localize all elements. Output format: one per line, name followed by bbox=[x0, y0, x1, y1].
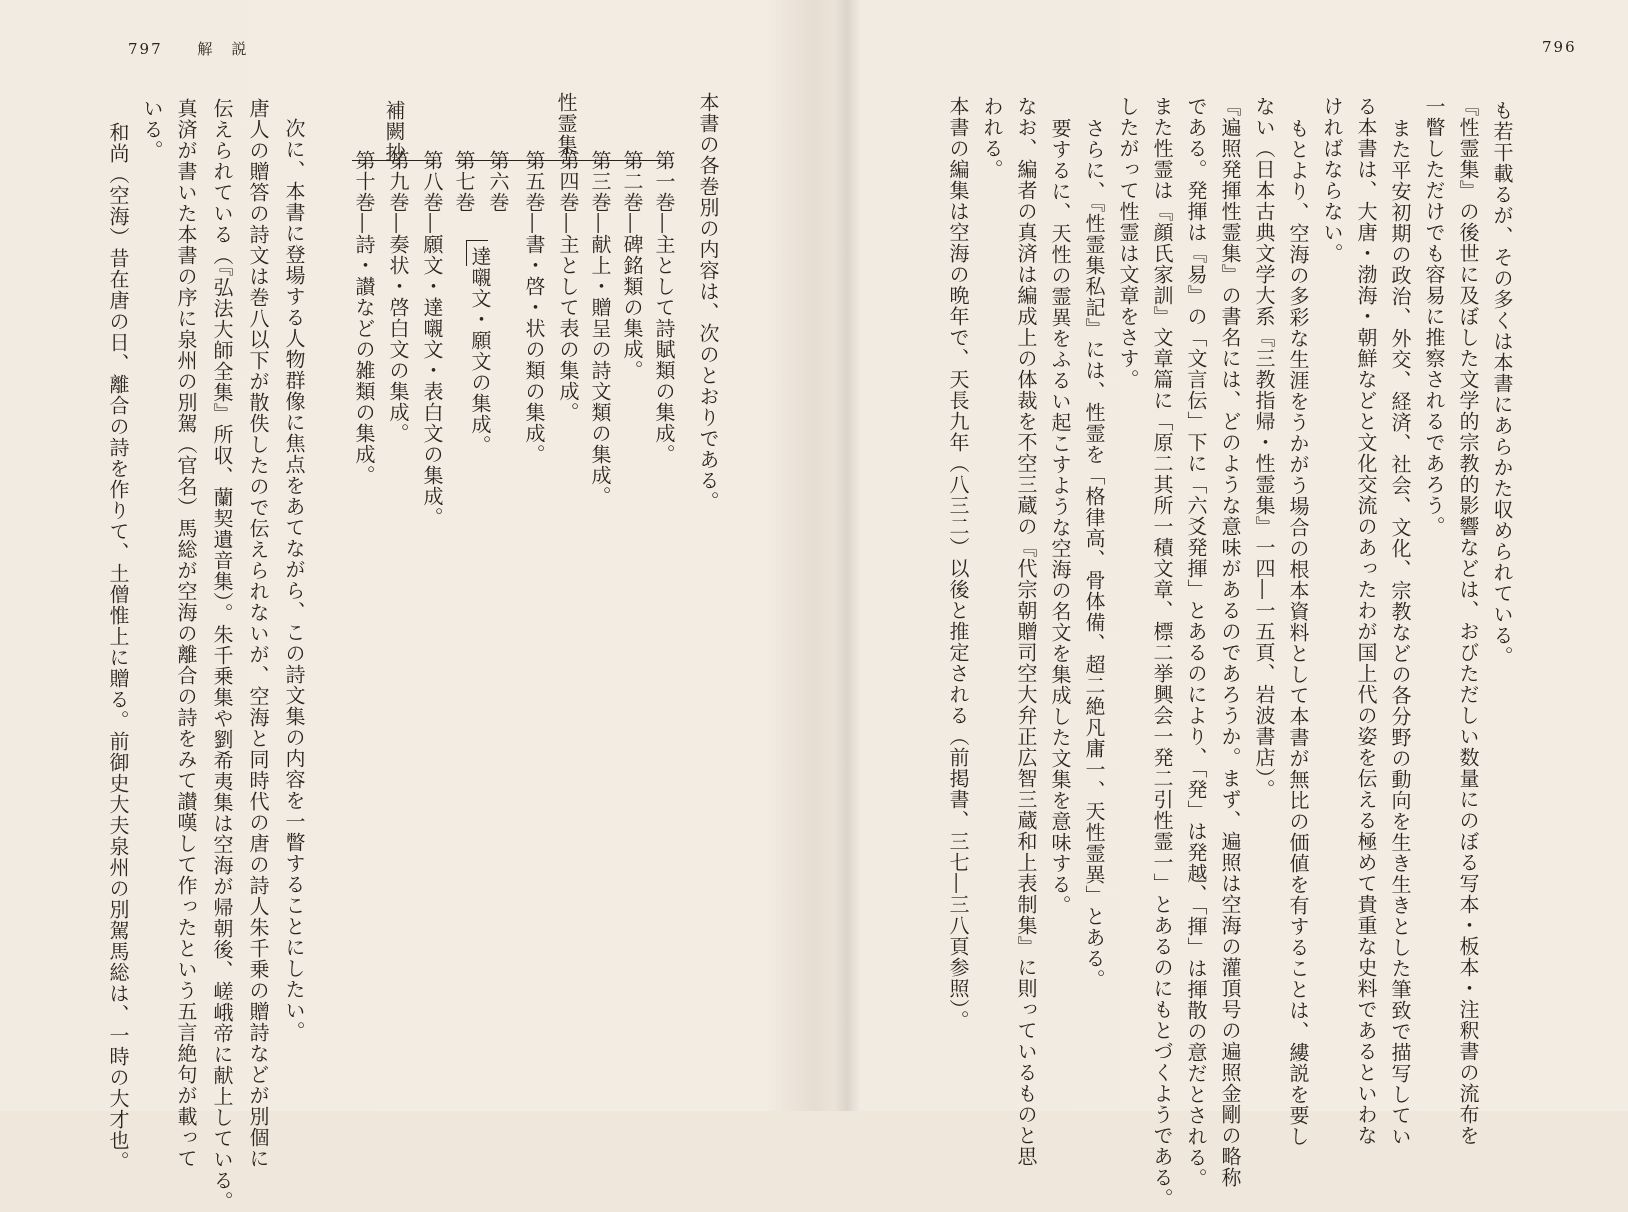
right-line-4: また平安初期の政治、外交、経済、社会、文化、宗教などの各分野の動向を生き生きとした筆致で描写してい bbox=[1388, 118, 1412, 1147]
tree-item-vol2: 第二巻―碑銘類の集成。 bbox=[620, 150, 644, 381]
tree-item-vol5: 第五巻―書・啓・状の類の集成。 bbox=[522, 150, 546, 465]
right-line-9: 『遍照発揮性霊集』の書名には、どのような意味があるのであろうか。まず、遍照は空海の灌頂号の遍照金剛の略称 bbox=[1218, 96, 1242, 1188]
intro-line: 本書の各巻別の内容は、次のとおりである。 bbox=[696, 92, 720, 512]
right-line-11: また性霊は『顔氏家訓』文章篇に「原二其所一積文章、標二挙興会一発二引性霊一」とあるのにもとづくようである。 bbox=[1150, 96, 1174, 1209]
tree-item-vol7: 第七巻 bbox=[452, 150, 476, 213]
tree-item-vol8: 第八巻―願文・達嚫文・表白文の集成。 bbox=[420, 150, 444, 528]
right-line-8: ない（日本古典文学大系『三教指帰・性霊集』一四―一五頁、岩波書店）。 bbox=[1252, 96, 1276, 800]
left-page-number: 797 bbox=[128, 40, 163, 58]
tree-item-vol4: 第四巻―主として表の集成。 bbox=[556, 150, 580, 423]
left-running-head: 解 説 bbox=[197, 40, 249, 58]
left-page-header bbox=[128, 38, 248, 59]
left-para-line-6: 和尚（空海）昔在唐の日、離合の詩を作りて、土僧惟上に贈る。前御史大夫泉州の別駕馬総は、一時の大才也。 bbox=[106, 122, 130, 1172]
right-line-17: 本書の編集は空海の晩年で、天長九年（八三二）以後と推定される（前掲書、三七―三八頁参照）。 bbox=[946, 96, 970, 1031]
left-para-line-5: いる。 bbox=[140, 98, 164, 161]
right-line-16: われる。 bbox=[980, 96, 1004, 180]
tree-group1-label: 性霊集 bbox=[554, 92, 578, 155]
book-gutter bbox=[834, 0, 860, 1111]
tree-item-vol9: 第九巻―奏状・啓白文の集成。 bbox=[386, 150, 410, 444]
left-para-line-3: 伝えられている（『弘法大師全集』所収、蘭契遺音集）。朱千乗集や劉希夷集は空海が帰朝後、嵯峨帝に献上している。 bbox=[210, 98, 234, 1212]
right-line-1: も若干載るが、その多くは本書にあらかた収められている。 bbox=[1490, 100, 1514, 667]
left-para-line-1: 次に、本書に登場する人物群像に焦点をあてながら、この詩文集の内容を一瞥することにしたい。 bbox=[282, 118, 306, 1042]
right-line-3: 一瞥しただけでも容易に推察されるであろう。 bbox=[1422, 96, 1446, 537]
right-line-14: 要するに、天性の霊異をふるい起こすような空海の名文を集成した文集を意味する。 bbox=[1048, 118, 1072, 916]
tree-item-vol6: 第六巻 bbox=[486, 150, 510, 213]
right-line-6: ければならない。 bbox=[1320, 96, 1344, 264]
tree-group2-label: 補闕抄 bbox=[382, 100, 406, 163]
tree-item-vol6-7-content: 達嚫文・願文の集成。 bbox=[468, 246, 492, 456]
left-para-line-2: 唐人の贈答の詩文は巻八以下が散佚したので伝えられないが、空海と同時代の唐の詩人朱千乗の贈詩などが別個に bbox=[246, 98, 270, 1169]
tree-item-vol10: 第十巻―詩・讃などの雑類の集成。 bbox=[352, 150, 376, 486]
right-line-2: 『性霊集』の後世に及ぼした文学的宗教的影響などは、おびただしい数量にのぼる写本・板本・注釈書の流布を bbox=[1456, 96, 1480, 1146]
right-line-12: したがって性霊は文章をさす。 bbox=[1116, 96, 1140, 390]
right-line-13: さらに、『性霊集私記』には、性霊を「格律高、骨体備、超二絶凡庸一、天性霊異」とある。 bbox=[1082, 118, 1106, 990]
right-page-header bbox=[1542, 38, 1577, 56]
tree-item-vol1: 第一巻―主として詩賦類の集成。 bbox=[652, 150, 676, 465]
right-line-10: である。発揮は『易』の「文言伝」下に「六爻発揮」とあるのにより、「発」は発越、「揮」は揮散の意だとされる。 bbox=[1184, 96, 1208, 1189]
tree-item-vol3: 第三巻―献上・贈呈の詩文類の集成。 bbox=[588, 150, 612, 507]
left-para-line-4: 真済が書いた本書の序に泉州の別駕（官名）馬総が空海の離合の詩をみて讃嘆して作ったという五言絶句が載って bbox=[174, 98, 198, 1169]
right-line-5: る本書は、大唐・渤海・朝鮮などと文化交流のあったわが国上代の姿を伝える極めて貴重な史料であるといわな bbox=[1354, 96, 1378, 1146]
right-line-15: なお、編者の真済は編成上の体裁を不空三蔵の『代宗朝贈司空大弁正広智三蔵和上表制集』に則っているものと思 bbox=[1014, 96, 1038, 1167]
right-page-number: 796 bbox=[1542, 38, 1577, 56]
right-line-7: もとより、空海の多彩な生涯をうかがう場合の根本資料として本書が無比の価値を有することは、縷説を要し bbox=[1286, 118, 1310, 1147]
